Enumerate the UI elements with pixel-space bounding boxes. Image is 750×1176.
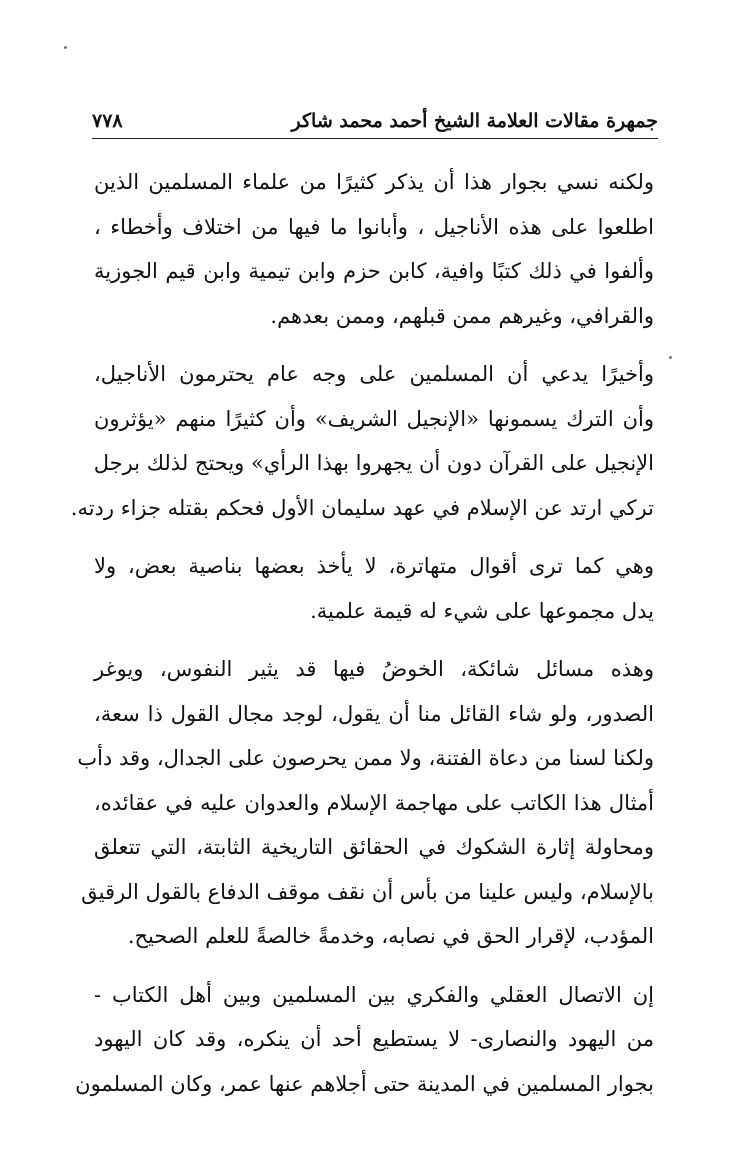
text-line: تركي ارتد عن الإسلام في عهد سليمان الأول فحكم بقتله جزاء ردته. [70,495,654,520]
paragraph [77,647,654,959]
scan-speck [669,356,672,359]
text-line: وأخيرًا يدعي أن المسلمين على وجه عام يحترمون الأناجيل، [94,362,654,386]
text-line: من اليهود والنصارى- لا يستطيع أحد أن ينكره، وقد كان اليهود [94,1027,654,1051]
paragraph [94,160,654,338]
text-line: بجوار المسلمين في المدينة حتى أجلاهم عنها عمر، وكان المسلمون [75,1071,654,1096]
text-line: وأن الترك يسمونها «الإنجيل الشريف» وأن كثيرًا منهم «يؤثرون [94,406,654,431]
text-line: والقرافي، وغيرهم ممن قبلهم، وممن بعدهم. [270,303,654,328]
running-title: جمهرة مقالات العلامة الشيخ أحمد محمد شاكر [291,110,658,132]
text-line: اطلعوا على هذه الأناجيل ، وأبانوا ما فيها من اختلاف وأخطاء ، [94,214,654,239]
text-line: يدل مجموعها على شيء له قيمة علمية. [310,598,654,623]
text-line: الصدور، ولو شاء القائل منا أن يقول، لوجد مجال القول ذا سعة، [94,701,654,726]
paragraph [94,544,654,633]
text-line: ومحاولة إثارة الشكوك في الحقائق التاريخية الثابتة، التي تتعلق [94,835,654,859]
body-text [70,160,654,1106]
text-line: وألفوا في ذلك كتبًا وافية، كابن حزم وابن تيمية وابن قيم الجوزية [94,259,654,283]
text-line: الإنجيل على القرآن دون أن يجهروا بهذا الرأي» ويحتج لذلك برجل [93,451,654,475]
page-header [92,96,658,139]
page-number: ٧٧٨ [92,110,123,132]
paragraph [70,352,654,530]
text-line: ولكنه نسي بجوار هذا أن يذكر كثيرًا من علماء المسلمين الذين [94,170,654,194]
scan-speck [64,46,67,49]
text-line: وهي كما ترى أقوال متهاترة، لا يأخذ بعضها بناصية بعض، ولا [94,554,654,578]
text-line: ولكنا لسنا من دعاة الفتنة، ولا ممن يحرصون على الجدال، وقد دأب [77,746,654,770]
text-line: إن الاتصال العقلي والفكري بين المسلمين وبين أهل الكتاب - [94,982,654,1007]
text-line: بالإسلام، وليس علينا من بأس أن نقف موقف الدفاع بالقول الرقيق [81,879,654,904]
text-line: أمثال هذا الكاتب على مهاجمة الإسلام والعدوان عليه في عقائده، [94,790,654,815]
text-line: وهذه مسائل شائكة، الخوضُ فيها قد يثير النفوس، ويوغر [94,657,654,681]
paragraph [75,973,654,1107]
text-line: المؤدب، لإقرار الحق في نصابه، وخدمةً خالصةً للعلم الصحيح. [127,924,654,948]
